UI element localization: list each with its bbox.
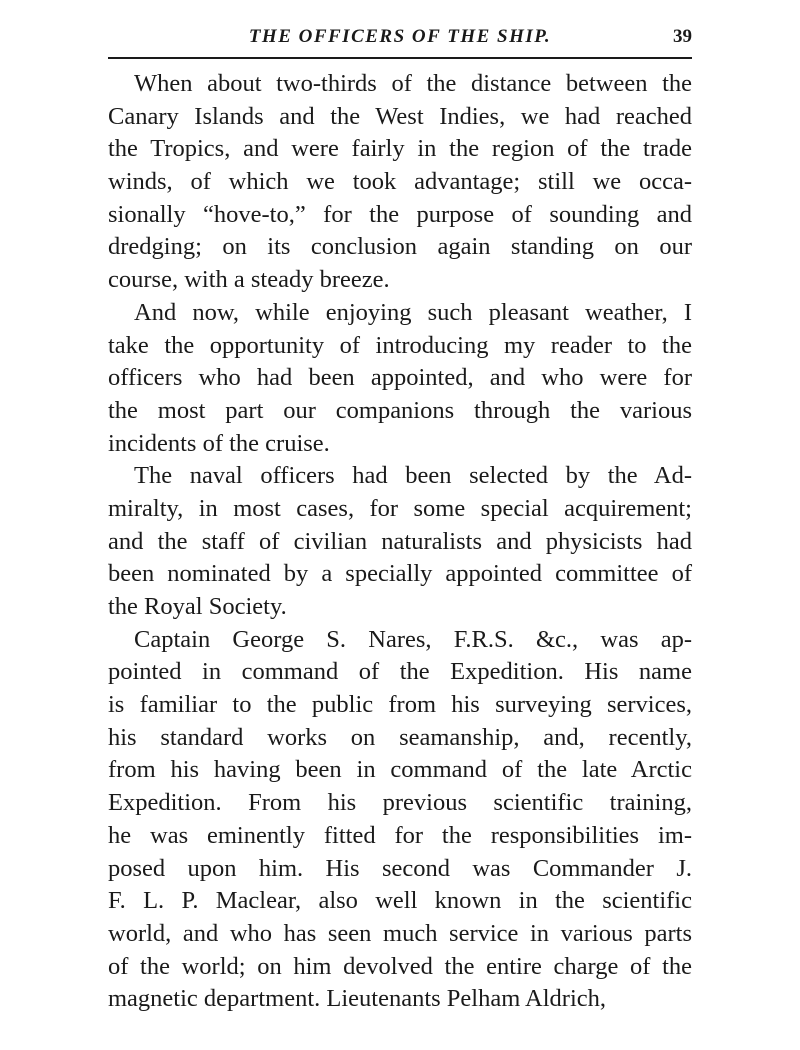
text-line: F. L. P. Maclear, also well known in the scientific bbox=[108, 887, 692, 915]
text-line: incidents of the cruise. bbox=[108, 429, 330, 457]
text-line: officers who had been appointed, and who were for bbox=[108, 364, 692, 392]
running-head bbox=[108, 22, 692, 52]
text-line: his standard works on seamanship, and, recently, bbox=[108, 723, 692, 751]
body-text bbox=[108, 68, 692, 1016]
header-rule bbox=[108, 57, 692, 59]
text-line: pointed in command of the Expedition. His name bbox=[108, 658, 692, 686]
text-line: been nominated by a specially appointed committee of bbox=[108, 560, 692, 588]
text-line: course, with a steady breeze. bbox=[108, 266, 390, 294]
text-line: Expedition. From his previous scientific training, bbox=[108, 789, 692, 817]
text-line: is familiar to the public from his surveying services, bbox=[108, 691, 692, 719]
text-line: the most part our companions through the various bbox=[108, 396, 692, 424]
text-line: posed upon him. His second was Commander J. bbox=[108, 854, 692, 882]
page-number: 39 bbox=[673, 26, 692, 47]
text-line: the Royal Society. bbox=[108, 593, 287, 620]
running-title: THE OFFICERS OF THE SHIP. bbox=[248, 26, 552, 47]
text-line: take the opportunity of introducing my reader to the bbox=[108, 331, 692, 359]
text-line: dredging; on its conclusion again standing on our bbox=[108, 233, 692, 261]
text-line: miralty, in most cases, for some special acquirement; bbox=[108, 494, 692, 522]
paragraph-3 bbox=[108, 460, 692, 623]
text-line: And now, while enjoying such pleasant weather, I bbox=[134, 298, 692, 326]
text-line: and the staff of civilian naturalists and physicists had bbox=[108, 527, 692, 555]
text-line: he was eminently fitted for the responsibilities im- bbox=[108, 821, 692, 849]
paragraph-1 bbox=[108, 68, 692, 297]
text-line: The naval officers had been selected by the Ad- bbox=[134, 462, 692, 490]
text-line: from his having been in command of the late Arctic bbox=[108, 756, 692, 784]
text-line: Canary Islands and the West Indies, we had reached bbox=[108, 102, 692, 130]
text-line: Captain George S. Nares, F.R.S. &c., was ap- bbox=[134, 625, 692, 653]
paragraph-4 bbox=[108, 624, 692, 1016]
paragraph-2 bbox=[108, 297, 692, 460]
text-line: the Tropics, and were fairly in the region of the trade bbox=[108, 135, 692, 163]
text-line: world, and who has seen much service in various parts bbox=[108, 919, 692, 947]
text-line: When about two-thirds of the distance between the bbox=[134, 70, 692, 97]
text-line: magnetic department. Lieutenants Pelham Aldrich, bbox=[108, 985, 607, 1013]
text-line: winds, of which we took advantage; still we occa- bbox=[108, 168, 692, 196]
text-line: of the world; on him devolved the entire charge of the bbox=[108, 952, 692, 980]
text-line: sionally “hove-to,” for the purpose of sounding and bbox=[108, 200, 692, 228]
